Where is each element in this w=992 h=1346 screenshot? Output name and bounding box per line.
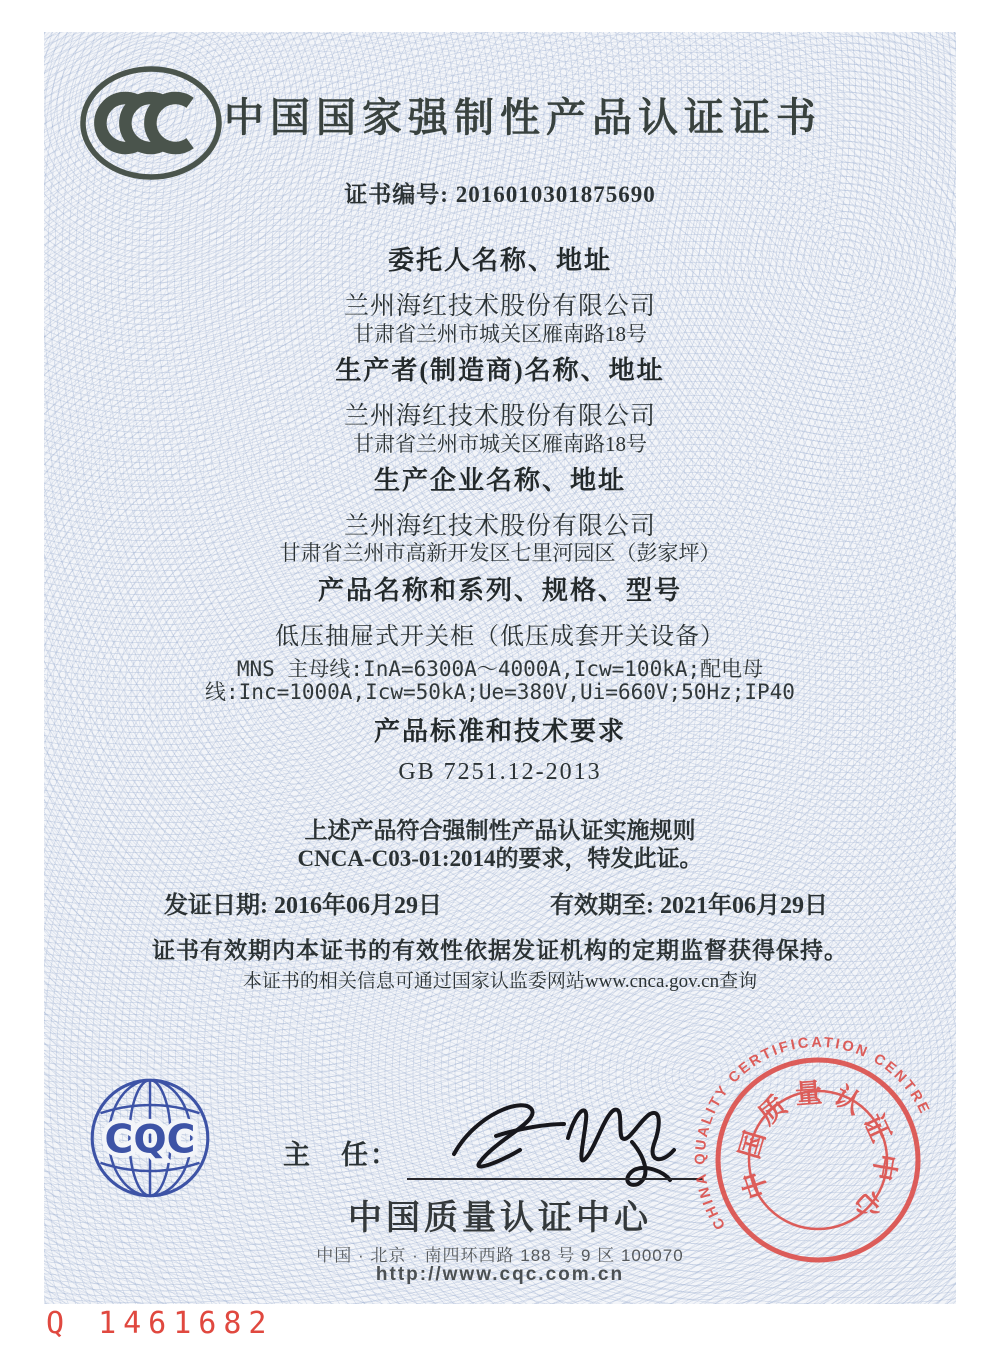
expiry-date-label: 有效期至:: [550, 893, 654, 919]
organization-name: 中国质量认证中心: [348, 1199, 652, 1237]
applicant-address: 甘肃省兰州市城关区雁南路18号: [353, 322, 647, 346]
certificate-title: 中国国家强制性产品认证证书: [224, 95, 822, 140]
director-label: 主 任：: [283, 1140, 399, 1170]
info-note: 本证书的相关信息可通过国家认监委网站www.cnca.gov.cn查询: [242, 971, 758, 992]
manufacturer-name: 兰州海红技术股份有限公司: [343, 403, 656, 430]
seal-english-text: CHINA QUALITY CERTIFICATION CENTRE: [692, 1034, 933, 1233]
organization-address: 中国 · 北京 · 南四环西路 188 号 9 区 100070: [316, 1246, 684, 1265]
svg-text:中国质量认证中心: [734, 1077, 901, 1230]
validity-note: 证书有效期内本证书的有效性依据发证机构的定期监督获得保持。: [152, 938, 848, 963]
statement-line1: 上述产品符合强制性产品认证实施规则: [304, 818, 696, 843]
dates-row: [164, 885, 828, 920]
factory-address: 甘肃省兰州市高新开发区七里河园区（彭家坪）: [279, 541, 721, 565]
statement-line2: CNCA-C03-01:2014的要求，特发此证。: [297, 846, 703, 871]
certificate-number-value: 2016010301875690: [455, 182, 656, 207]
issue-date: [164, 885, 442, 920]
certificate-number-label: 证书编号:: [344, 182, 449, 207]
factory-name: 兰州海红技术股份有限公司: [343, 513, 656, 540]
product-heading: 产品名称和系列、规格、型号: [317, 576, 682, 605]
issue-date-value: 2016年06月29日: [274, 893, 442, 919]
cqc-logo-letters: CQC: [104, 1117, 196, 1163]
applicant-name: 兰州海红技术股份有限公司: [343, 293, 656, 320]
certificate-number: [44, 176, 956, 209]
issue-date-label: 发证日期:: [164, 893, 268, 919]
guilloche-background: [44, 32, 956, 1304]
expiry-date-value: 2021年06月29日: [660, 893, 828, 919]
standard-value: GB 7251.12-2013: [398, 759, 602, 785]
manufacturer-heading: 生产者(制造商)名称、地址: [335, 356, 665, 385]
product-spec-line1: MNS 主母线:InA=6300A～4000A,Icw=100kA;配电母: [236, 657, 764, 681]
applicant-heading: 委托人名称、地址: [387, 246, 612, 275]
product-name: 低压抽屉式开关柜（低压成套开关设备）: [275, 624, 725, 650]
manufacturer-address: 甘肃省兰州市城关区雁南路18号: [353, 432, 647, 456]
organization-website: http://www.cqc.com.cn: [375, 1264, 625, 1285]
cqc-logo-icon: [86, 1074, 214, 1202]
serial-number: [46, 1306, 274, 1341]
factory-heading: 生产企业名称、地址: [373, 466, 626, 495]
standard-heading: 产品标准和技术要求: [373, 717, 626, 746]
seal-chinese-text: 中国质量认证中心: [734, 1076, 902, 1230]
serial-prefix: Q: [46, 1306, 65, 1341]
official-seal: [668, 1010, 968, 1310]
serial-digits: 1461682: [98, 1306, 274, 1341]
product-spec-line2: 线:Inc=1000A,Icw=50kA;Ue=380V,Ui=660V;50Hz;IP40: [205, 680, 795, 704]
expiry-date: [550, 885, 828, 920]
signature-line: [407, 1178, 703, 1180]
